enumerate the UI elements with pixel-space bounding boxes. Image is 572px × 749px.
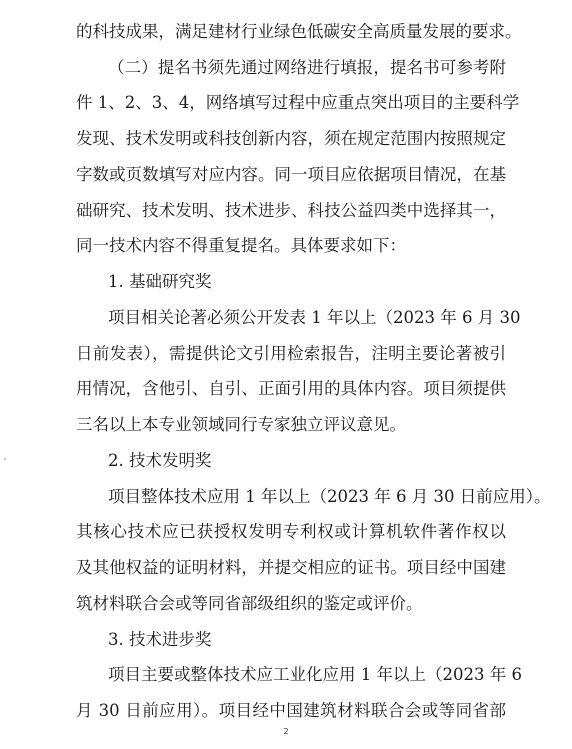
text-line: 三名以上本专业领域同行专家独立评议意见。: [76, 415, 406, 435]
text-line: 日前发表），需提供论文引用检索报告，注明主要论著被引: [76, 343, 506, 363]
text-line: 发现、技术发明或科技创新内容，须在规定范围内按照规定: [76, 129, 506, 149]
text-line: （二）提名书须先通过网络进行填报，提名书可参考附: [108, 57, 506, 77]
text-line: 同一技术内容不得重复提名。具体要求如下：: [76, 236, 406, 256]
page-number: 2: [283, 727, 289, 736]
section-heading: 1. 基础研究奖: [108, 272, 212, 292]
text-line: 项目整体技术应用 1 年以上（2023 年 6 月 30 日前应用）。: [108, 486, 551, 506]
text-line: 筑材料联合会或等同省部级组织的鉴定或评价。: [76, 593, 423, 613]
text-line: 的科技成果，满足建材行业绿色低碳安全高质量发展的要求。: [76, 22, 522, 41]
text-line: 字数或页数填写对应内容。同一项目应依据项目情况，在基: [76, 164, 506, 184]
text-line: 件 1、2、3、4，网络填写过程中应重点突出项目的主要科学: [76, 93, 520, 113]
text-line: 其核心技术应已获授权发明专利权或计算机软件著作权以: [76, 522, 506, 542]
text-line: 础研究、技术发明、技术进步、科技公益四类中选择其一，: [76, 200, 506, 220]
text-line: 项目相关论著必须公开发表 1 年以上（2023 年 6 月 30: [108, 307, 521, 327]
text-line: 月 30 日前应用）。项目经中国建筑材料联合会或等同省部: [76, 701, 506, 720]
section-heading: 2. 技术发明奖: [108, 450, 212, 470]
margin-mark: [4, 458, 6, 460]
section-heading: 3. 技术进步奖: [108, 629, 212, 649]
text-line: 及其他权益的证明材料，并提交相应的证书。项目经中国建: [76, 558, 506, 578]
text-line: 项目主要或整体技术应工业化应用 1 年以上（2023 年 6: [108, 665, 522, 685]
text-line: 用情况，含他引、自引、正面引用的具体内容。项目须提供: [76, 379, 506, 399]
